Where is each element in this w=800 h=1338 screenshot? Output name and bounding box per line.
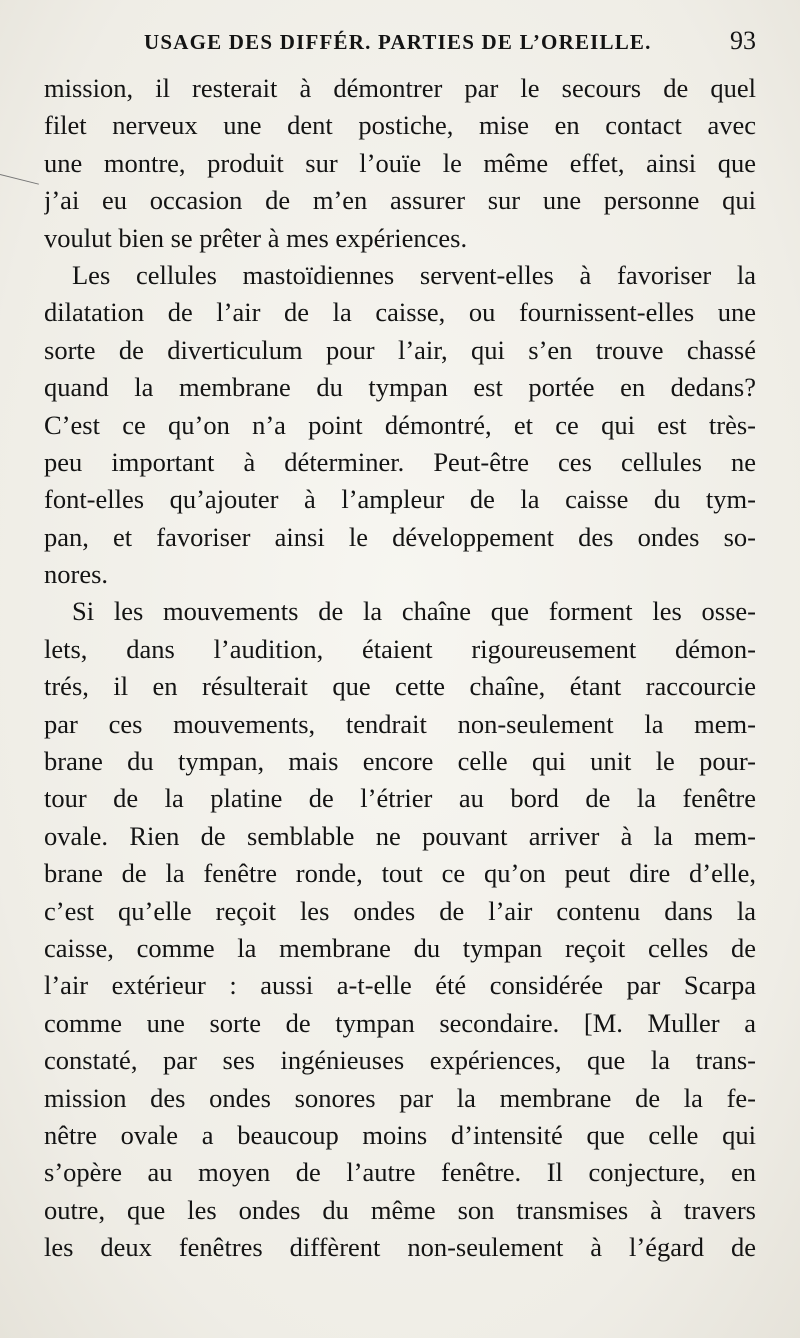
- text-line: par ces mouvements, tendrait non-seulement la mem-: [44, 708, 756, 739]
- body-text: [44, 70, 756, 1267]
- text-line: voulut bien se prêter à mes expériences.: [44, 222, 468, 253]
- text-line: font-elles qu’ajouter à l’ampleur de la caisse du tym-: [44, 484, 756, 515]
- text-line: mission des ondes sonores par la membrane de la fe-: [44, 1082, 756, 1113]
- text-line: filet nerveux une dent postiche, mise en contact avec: [44, 110, 756, 141]
- text-line: quand la membrane du tympan est portée en dedans?: [44, 372, 756, 403]
- text-line: ovale. Rien de semblable ne pouvant arriver à la mem-: [44, 820, 756, 851]
- text-line: peu important à déterminer. Peut-être ces cellules ne: [44, 446, 756, 477]
- text-line: mission, il resterait à démontrer par le secours de quel: [44, 73, 756, 103]
- text-line: tour de la platine de l’étrier au bord de la fenêtre: [44, 783, 756, 814]
- paragraph-1: [44, 70, 756, 257]
- text-line: sorte de diverticulum pour l’air, qui s’en trouve chassé: [44, 334, 756, 365]
- text-line: pan, et favoriser ainsi le développement des ondes so-: [44, 521, 756, 552]
- page-number: 93: [730, 26, 756, 55]
- text-line: caisse, comme la membrane du tympan reçoit celles de: [44, 932, 756, 963]
- paragraph-3: [44, 593, 756, 1266]
- text-line: Si les mouvements de la chaîne que forment les osse-: [72, 596, 756, 627]
- text-line: nêtre ovale a beaucoup moins d’intensité que celle qui: [44, 1119, 756, 1150]
- text-line: une montre, produit sur l’ouïe le même effet, ainsi que: [44, 147, 756, 178]
- text-line: j’ai eu occasion de m’en assurer sur une personne qui: [44, 185, 756, 216]
- running-head: [44, 22, 756, 58]
- text-line: nores.: [44, 559, 109, 590]
- text-line: les deux fenêtres diffèrent non-seulement à l’égard de: [44, 1232, 756, 1263]
- running-title: USAGE DES DIFFÉR. PARTIES DE L’OREILLE.: [144, 30, 652, 54]
- text-line: C’est ce qu’on n’a point démontré, et ce qui est très-: [44, 409, 756, 440]
- text-line: comme une sorte de tympan secondaire. [M. Muller a: [44, 1007, 756, 1038]
- text-line: trés, il en résulterait que cette chaîne, étant raccourcie: [44, 671, 756, 702]
- text-line: outre, que les ondes du même son transmises à travers: [44, 1194, 756, 1225]
- text-line: constaté, par ses ingénieuses expériences, que la trans-: [44, 1045, 756, 1076]
- text-line: c’est qu’elle reçoit les ondes de l’air contenu dans la: [44, 895, 756, 926]
- text-line: brane de la fenêtre ronde, tout ce qu’on peut dire d’elle,: [44, 858, 756, 889]
- text-line: l’air extérieur : aussi a-t-elle été considérée par Scarpa: [44, 970, 756, 1001]
- text-line: s’opère au moyen de l’autre fenêtre. Il conjecture, en: [44, 1157, 756, 1188]
- paragraph-2: [44, 257, 756, 594]
- text-line: dilatation de l’air de la caisse, ou fournissent-elles une: [44, 297, 756, 328]
- text-line: lets, dans l’audition, étaient rigoureusement démon-: [44, 633, 756, 664]
- margin-pencil-mark: [0, 174, 39, 185]
- text-line: Les cellules mastoïdiennes servent-elles à favoriser la: [72, 259, 756, 290]
- text-line: brane du tympan, mais encore celle qui unit le pour-: [44, 746, 756, 777]
